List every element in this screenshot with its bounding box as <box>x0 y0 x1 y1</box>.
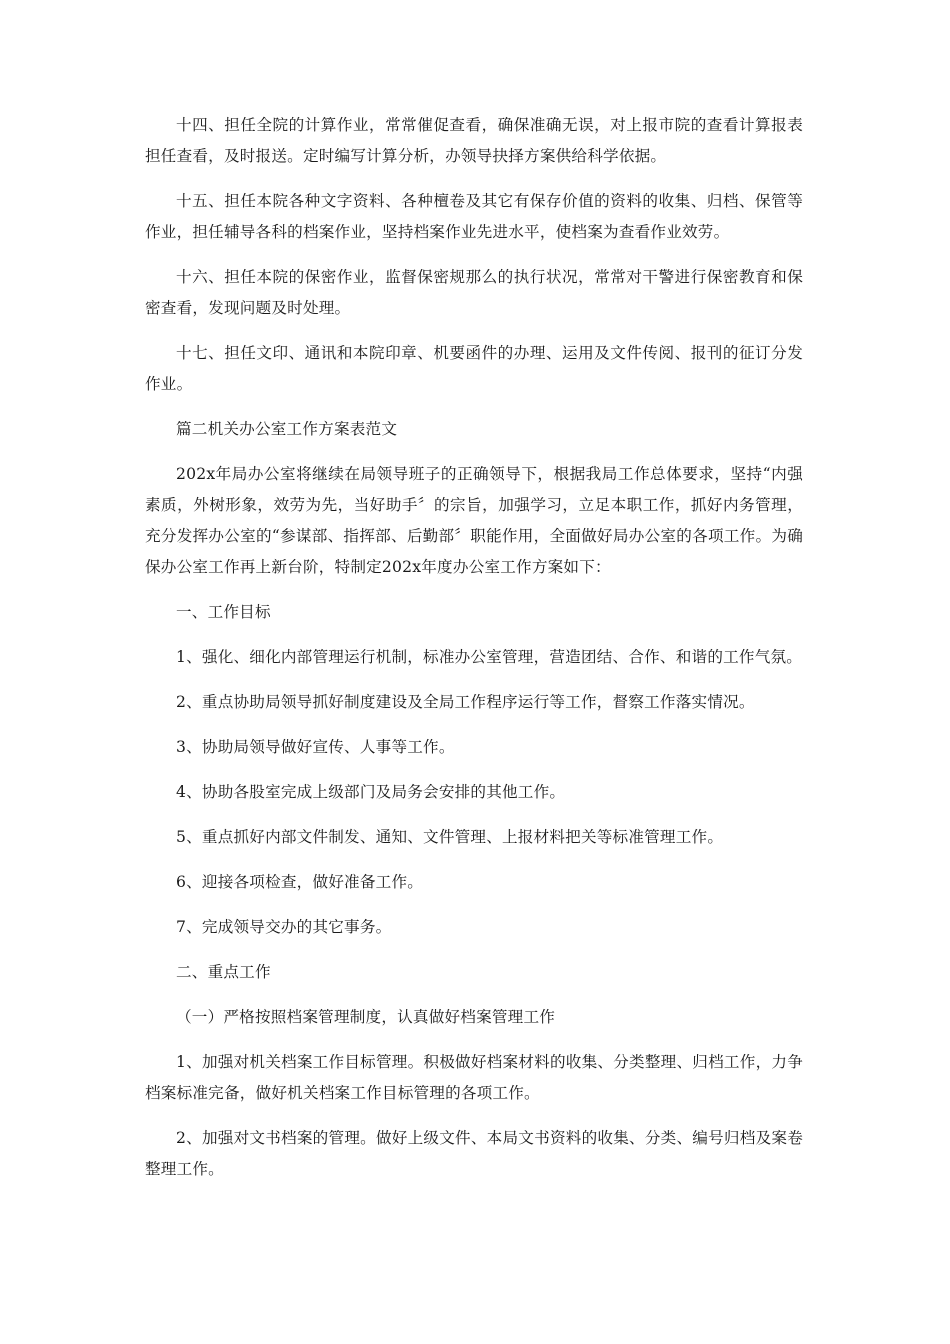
archive-item-2: 2、加强对文书档案的管理。做好上级文件、本局文书资料的收集、分类、编号归档及案卷整理工作。 <box>145 1129 803 1178</box>
goal-item-7: 7、完成领导交办的其它事务。 <box>176 918 392 936</box>
paragraph-item-14: 十四、担任全院的计算作业，常常催促查看，确保准确无误，对上报市院的查看计算报表担任查看，及时报送。定时编写计算分析，办领导抉择方案供给科学依据。 <box>145 116 803 165</box>
subheading-archive-management: （一）严格按照档案管理制度，认真做好档案管理工作 <box>176 1008 556 1026</box>
goal-item-5: 5、重点抓好内部文件制发、通知、文件管理、上报材料把关等标准管理工作。 <box>176 828 724 846</box>
section-title: 篇二机关办公室工作方案表范文 <box>176 420 398 438</box>
document-body <box>145 110 803 1199</box>
goal-item-1: 1、强化、细化内部管理运行机制，标准办公室管理，营造团结、合作、和谐的工作气氛。 <box>176 648 803 666</box>
intro-paragraph: 202x年局办公室将继续在局领导班子的正确领导下，根据我局工作总体要求，坚持“内强素质，外树形象，效劳为先，当好助手〞的宗旨，加强学习，立足本职工作，抓好内务管理，充分发挥办公室的“参谋部、指挥部、后勤部〞职能作用，全面做好局办公室的各项工作。为确保办公室工作再上新台阶，特制定202x年度办公室工作方案如下： <box>145 465 803 576</box>
goal-item-2: 2、重点协助局领导抓好制度建设及全局工作程序运行等工作，督察工作落实情况。 <box>176 693 755 711</box>
heading-work-goals: 一、工作目标 <box>176 603 271 621</box>
paragraph-item-17: 十七、担任文印、通讯和本院印章、机要函件的办理、运用及文件传阅、报刊的征订分发作业。 <box>145 344 803 393</box>
goal-item-6: 6、迎接各项检查，做好准备工作。 <box>176 873 424 891</box>
goal-item-3: 3、协助局领导做好宣传、人事等工作。 <box>176 738 455 756</box>
paragraph-item-16: 十六、担任本院的保密作业，监督保密规那么的执行状况，常常对干警进行保密教育和保密查看，发现问题及时处理。 <box>145 268 803 317</box>
archive-item-1: 1、加强对机关档案工作目标管理。积极做好档案材料的收集、分类整理、归档工作，力争档案标准完备，做好机关档案工作目标管理的各项工作。 <box>145 1053 803 1102</box>
paragraph-item-15: 十五、担任本院各种文字资料、各种檀卷及其它有保存价值的资料的收集、归档、保管等作业，担任辅导各科的档案作业，坚持档案作业先进水平，使档案为查看作业效劳。 <box>145 192 803 241</box>
heading-key-work: 二、重点工作 <box>176 963 271 981</box>
goal-item-4: 4、协助各股室完成上级部门及局务会安排的其他工作。 <box>176 783 566 801</box>
